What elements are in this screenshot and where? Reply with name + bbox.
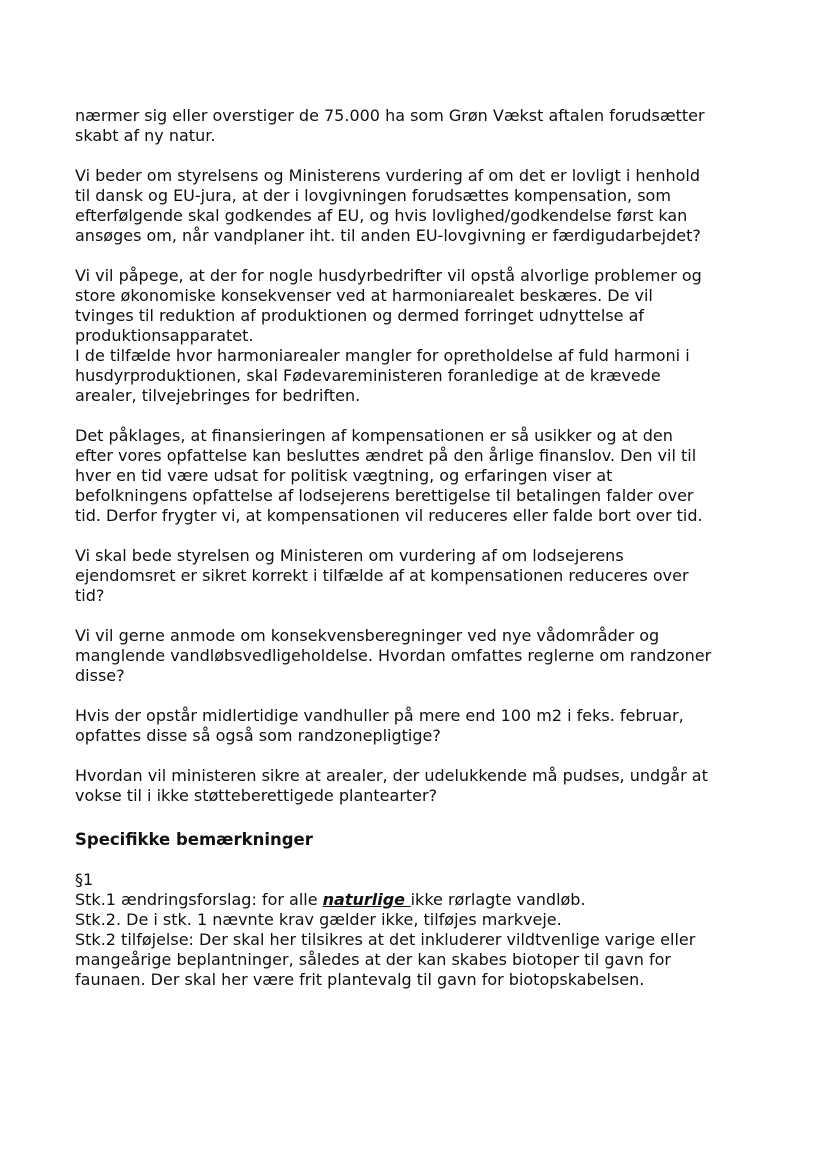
- document-page: [75, 106, 765, 990]
- paragraph-plant-species: Hvordan vil ministeren sikre at arealer, der udelukkende må pudses, undgår at vokse til i ikke støtteberettigede plantearter?: [75, 766, 708, 805]
- stk2-addition: Stk.2 tilføjelse: Der skal her tilsikres at det inkluderer vildtvenlige varige eller mangeårige beplantninger, således at der kan skabes biotoper til gavn for faunaen. Der skal her være frit plantevalg til gavn for biotopskabelsen.: [75, 930, 696, 989]
- paragraph-legality-question: Vi beder om styrelsens og Ministerens vurdering af om det er lovligt i henhold til dansk og EU-jura, at der i lovgivningen forudsættes kompensation, som efterfølgende skal godkendes af EU, og hvis lovlighed/godkendelse først kan ansøges om, når vandplaner iht. til anden EU-lovgivning er færdigudarbejdet?: [75, 166, 701, 245]
- paragraph-harmony-areas: I de tilfælde hvor harmoniarealer mangler for opretholdelse af fuld harmoni i husdyrproduktionen, skal Fødevareministeren foranledige at de krævede arealer, tilvejebringes for bedriften.: [75, 346, 690, 405]
- paragraph-water-holes: Hvis der opstår midlertidige vandhuller på mere end 100 m2 i feks. februar, opfattes disse så også som randzonepligtige?: [75, 706, 684, 745]
- paragraph-livestock-consequences: Vi vil påpege, at der for nogle husdyrbedrifter vil opstå alvorlige problemer og store økonomiske konsekvenser ved at harmoniarealet beskæres. De vil tvinges til reduktion af produktionen og dermed forringet udnyttelse af produktionsapparatet.: [75, 266, 702, 345]
- stk1-line: [75, 890, 765, 910]
- section-symbol: §1: [75, 870, 94, 889]
- paragraph-financing-complaint: Det påklages, at finansieringen af kompensationen er så usikker og at den efter vores opfattelse kan besluttes ændret på den årlige finanslov. Den vil til hver en tid være udsat for politisk vægtning, og erfaringen viser at befolkningens opfattelse af lodsejerens berettigelse til betalingen falder over tid. Derfor frygter vi, at kompensationen vil reduceres eller falde bort over tid.: [75, 426, 703, 525]
- stk1-suffix: ikke rørlagte vandløb.: [410, 890, 586, 909]
- stk1-prefix: Stk.1 ændringsforslag: for alle: [75, 890, 323, 909]
- stk1-emphasis: naturlige: [322, 890, 411, 909]
- stk2-line: Stk.2. De i stk. 1 nævnte krav gælder ikke, tilføjes markveje.: [75, 910, 562, 929]
- paragraph-wetlands: Vi vil gerne anmode om konsekvensberegninger ved nye vådområder og manglende vandløbsvedligeholdelse. Hvordan omfattes reglerne om randzoner disse?: [75, 626, 712, 685]
- paragraph-property-rights: Vi skal bede styrelsen og Ministeren om vurdering af om lodsejerens ejendomsret er sikret korrekt i tilfælde af at kompensationen reduceres over tid?: [75, 546, 689, 605]
- section-heading: Specifikke bemærkninger: [75, 830, 313, 849]
- paragraph-green-growth: nærmer sig eller overstiger de 75.000 ha som Grøn Vækst aftalen forudsætter skabt af ny natur.: [75, 106, 705, 145]
